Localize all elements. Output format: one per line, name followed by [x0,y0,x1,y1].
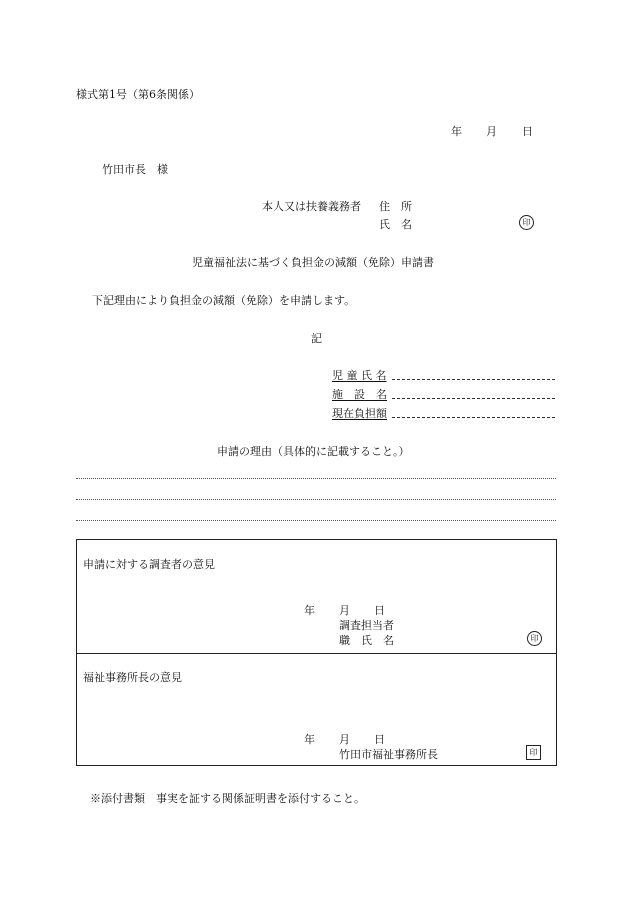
applicant-seal: 印 [519,215,534,230]
date-day: 日 [522,125,533,138]
intro-text: 下記理由により負担金の減額（免除）を申請します。 [92,294,356,307]
investigator-month: 月 [339,604,350,617]
child-name-line[interactable] [392,379,555,380]
opinion-divider [76,653,557,654]
addressee: 竹田市長 様 [102,163,168,176]
investigator-seal: 印 [527,631,542,646]
child-name-label: 児 童 氏 名 [332,369,387,382]
director-year: 年 [304,733,315,746]
investigator-day: 日 [374,604,385,617]
investigator-name-label: 職 氏 名 [339,634,394,647]
document-title: 児童福祉法に基づく負担金の減額（免除）申請書 [192,256,434,269]
applicant-role: 本人又は扶養義務者 [262,200,361,213]
director-day: 日 [374,733,385,746]
reason-heading: 申請の理由（具体的に記載すること。） [217,445,410,458]
date-month: 月 [486,125,497,138]
facility-name-label: 施 設 名 [332,388,387,401]
investigator-person-label: 調査担当者 [339,619,394,632]
ki-mark: 記 [311,332,322,345]
reason-line-3[interactable] [76,520,556,521]
director-heading: 福祉事務所長の意見 [83,671,182,684]
reason-line-1[interactable] [76,478,556,479]
current-burden-label: 現在負担額 [332,407,387,420]
attachment-note: ※添付書類 事実を証する関係証明書を添付すること。 [90,792,365,805]
current-burden-line[interactable] [392,417,555,418]
director-seal: 印 [526,745,541,760]
director-month: 月 [339,733,350,746]
facility-name-line[interactable] [392,398,555,399]
applicant-address-label: 住 所 [379,200,412,213]
applicant-name-label: 氏 名 [379,218,412,231]
date-year: 年 [451,125,462,138]
director-office-label: 竹田市福祉事務所長 [339,748,438,761]
investigator-heading: 申請に対する調査者の意見 [83,558,215,571]
form-number: 様式第1号（第6条関係） [76,88,200,101]
reason-line-2[interactable] [76,499,556,500]
investigator-year: 年 [304,604,315,617]
